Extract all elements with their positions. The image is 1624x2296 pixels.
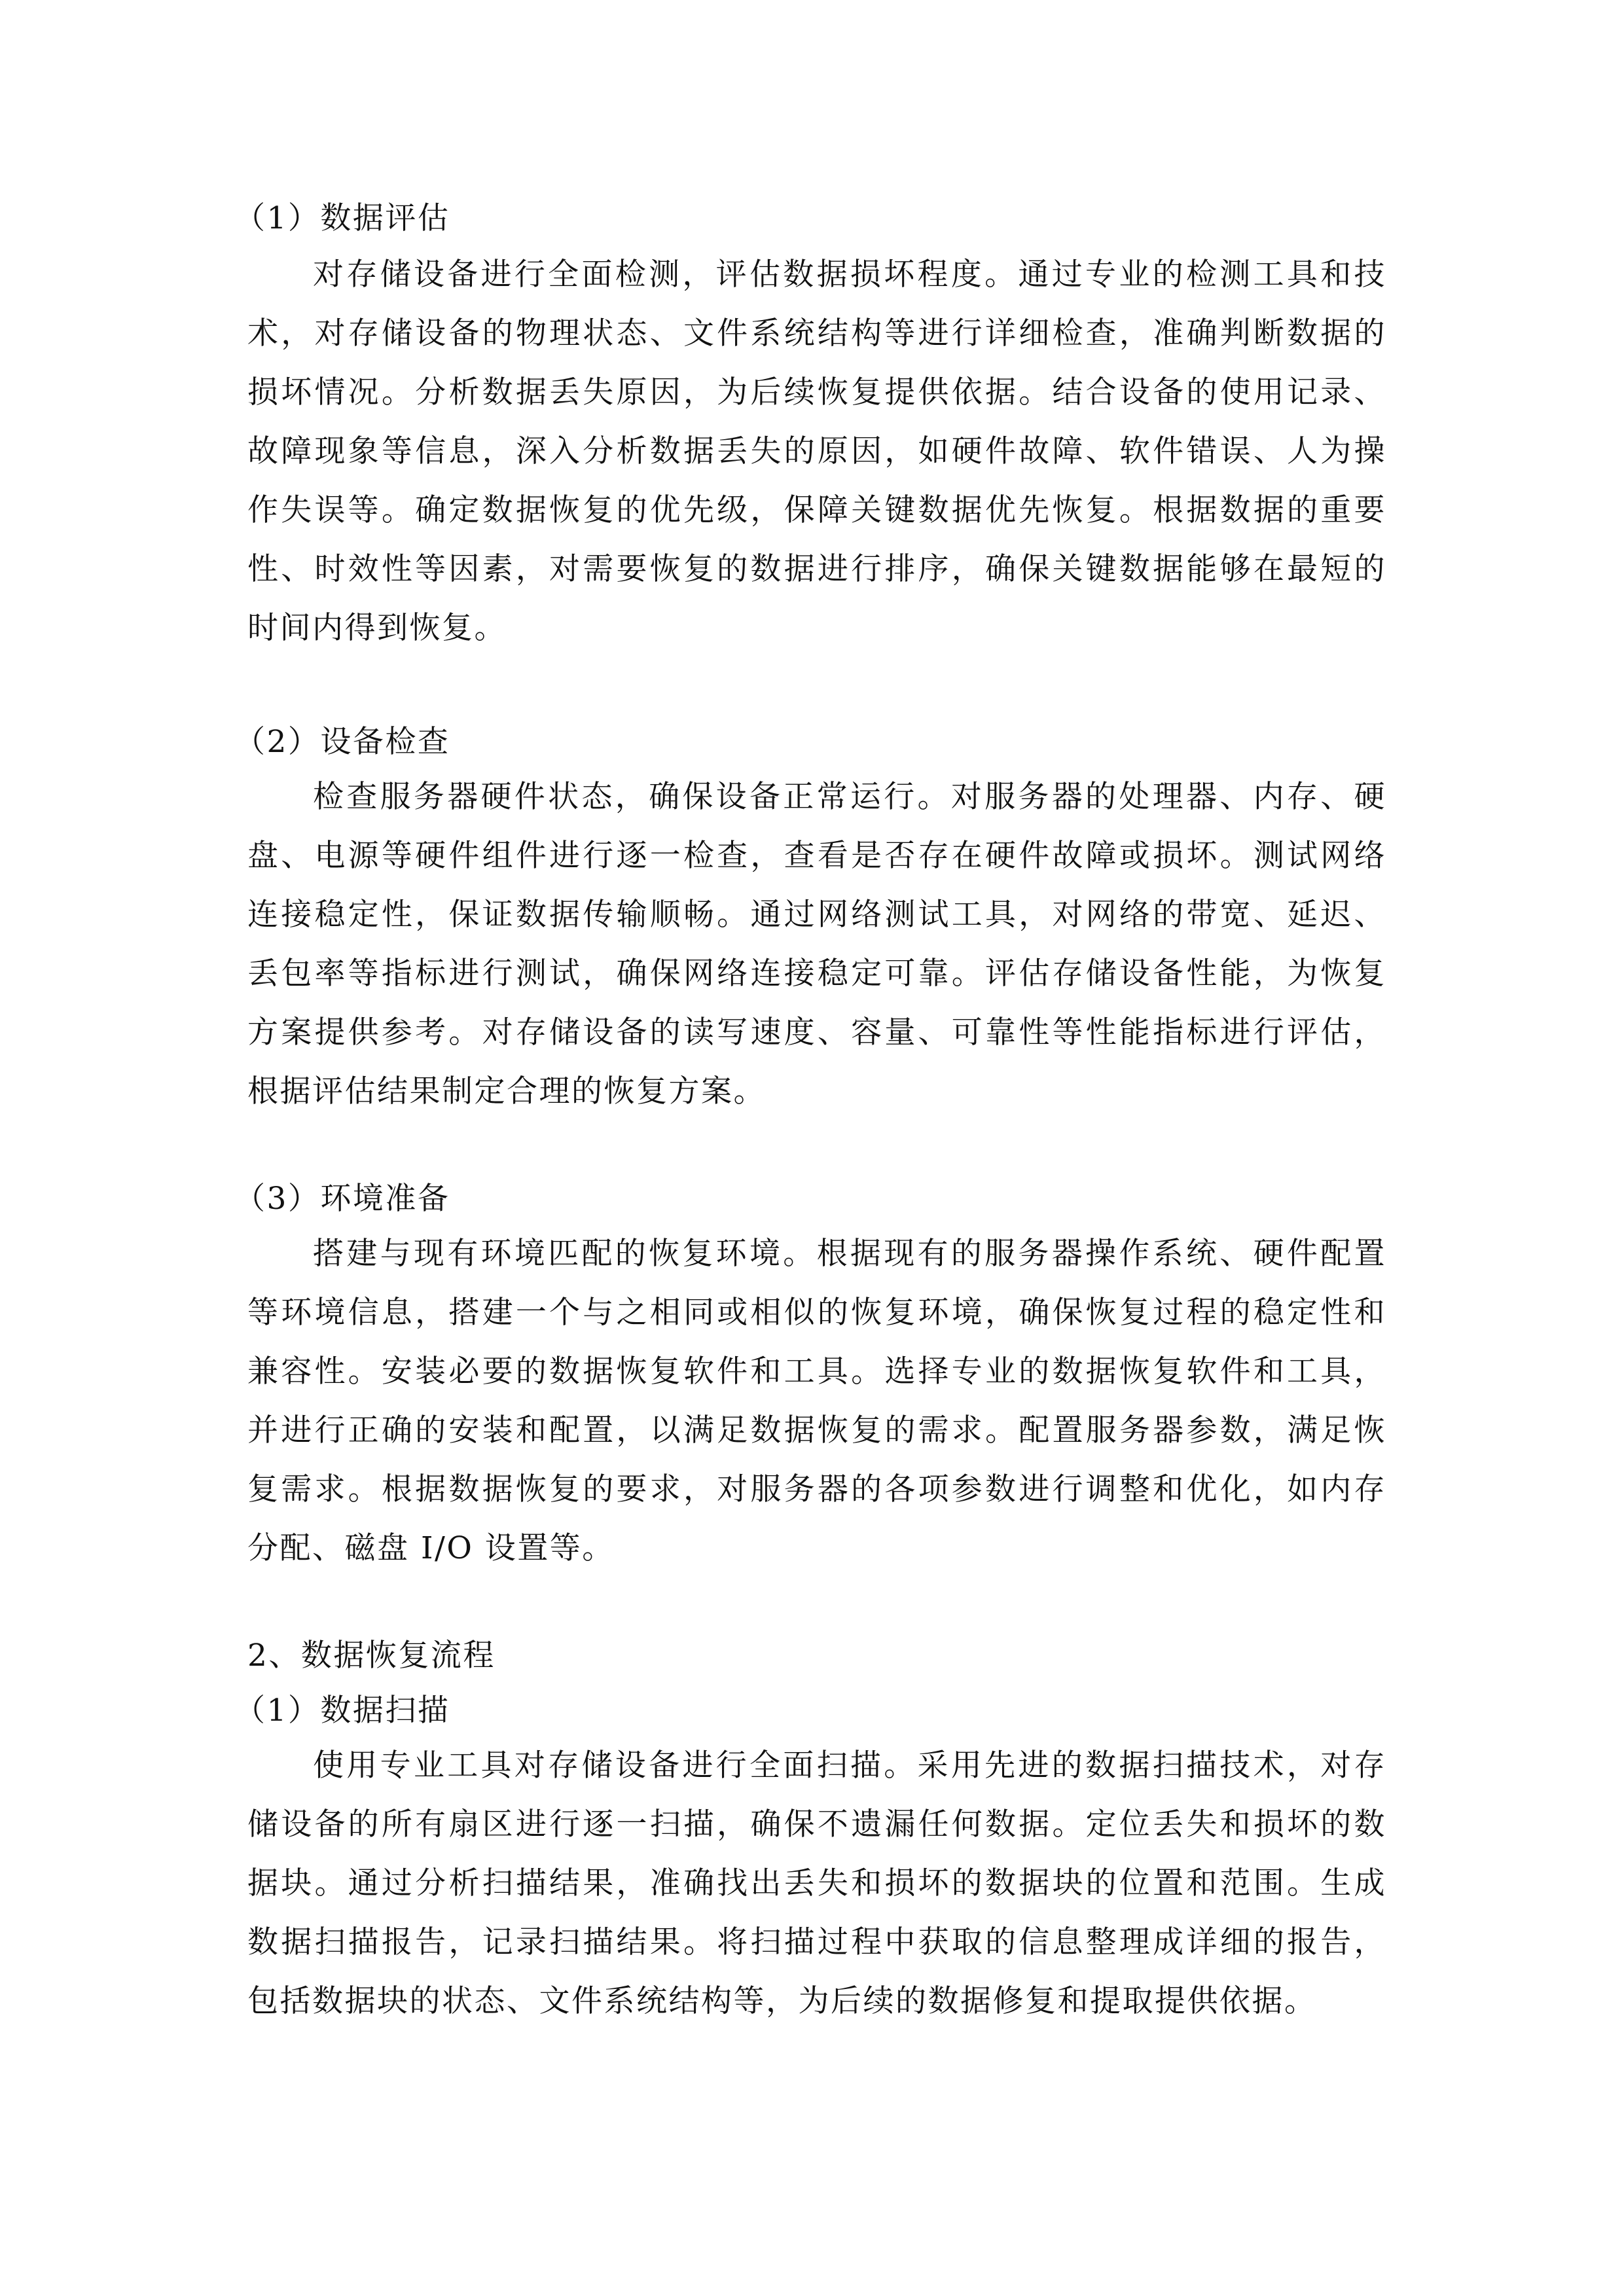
chapter-title: 2、数据恢复流程 <box>247 1638 496 1674</box>
paragraph-line: 术，对存储设备的物理状态、文件系统结构等进行详细检查，准确判断数据的 <box>247 315 1386 351</box>
paragraph-line: 连接稳定性，保证数据传输顺畅。通过网络测试工具，对网络的带宽、延迟、 <box>247 897 1386 933</box>
paragraph-line: 并进行正确的安装和配置，以满足数据恢复的需求。配置服务器参数，满足恢 <box>247 1412 1386 1448</box>
paragraph-line: 检查服务器硬件状态，确保设备正常运行。对服务器的处理器、内存、硬 <box>313 779 1386 815</box>
section-heading: （3）环境准备 <box>234 1181 450 1217</box>
section-heading: （1）数据扫描 <box>234 1693 450 1729</box>
paragraph-line: 作失误等。确定数据恢复的优先级，保障关键数据优先恢复。根据数据的重要 <box>247 492 1386 528</box>
paragraph-line: 兼容性。安装必要的数据恢复软件和工具。选择专业的数据恢复软件和工具， <box>247 1354 1386 1390</box>
paragraph-line: 损坏情况。分析数据丢失原因，为后续恢复提供依据。结合设备的使用记录、 <box>247 374 1386 410</box>
paragraph-line: 包括数据块的状态、文件系统结构等，为后续的数据修复和提取提供依据。 <box>247 1983 1317 2019</box>
paragraph-line: 储设备的所有扇区进行逐一扫描，确保不遗漏任何数据。定位丢失和损坏的数 <box>247 1806 1386 1842</box>
paragraph-line: 盘、电源等硬件组件进行逐一检查，查看是否存在硬件故障或损坏。测试网络 <box>247 838 1386 874</box>
paragraph-line: 方案提供参考。对存储设备的读写速度、容量、可靠性等性能指标进行评估， <box>247 1014 1386 1050</box>
paragraph-line: 数据扫描报告，记录扫描结果。将扫描过程中获取的信息整理成详细的报告， <box>247 1924 1386 1960</box>
paragraph-line: 据块。通过分析扫描结果，准确找出丢失和损坏的数据块的位置和范围。生成 <box>247 1865 1386 1901</box>
paragraph-line: 等环境信息，搭建一个与之相同或相似的恢复环境，确保恢复过程的稳定性和 <box>247 1295 1386 1331</box>
paragraph-line: 对存储设备进行全面检测，评估数据损坏程度。通过专业的检测工具和技 <box>313 257 1386 293</box>
paragraph-line: 丢包率等指标进行测试，确保网络连接稳定可靠。评估存储设备性能，为恢复 <box>247 956 1386 992</box>
paragraph-line: 性、时效性等因素，对需要恢复的数据进行排序，确保关键数据能够在最短的 <box>247 551 1386 587</box>
paragraph-line: 根据评估结果制定合理的恢复方案。 <box>247 1073 766 1109</box>
paragraph-line: 复需求。根据数据恢复的要求，对服务器的各项参数进行调整和优化，如内存 <box>247 1471 1386 1507</box>
paragraph-line: 故障现象等信息，深入分析数据丢失的原因，如硬件故障、软件错误、人为操 <box>247 433 1386 469</box>
paragraph-line: 时间内得到恢复。 <box>247 610 507 646</box>
paragraph-line: 使用专业工具对存储设备进行全面扫描。采用先进的数据扫描技术，对存 <box>313 1748 1386 1784</box>
section-heading: （1）数据评估 <box>234 200 450 236</box>
section-heading: （2）设备检查 <box>234 724 450 760</box>
paragraph-line: 分配、磁盘 I/O 设置等。 <box>247 1530 615 1566</box>
paragraph-line: 搭建与现有环境匹配的恢复环境。根据现有的服务器操作系统、硬件配置 <box>313 1236 1386 1272</box>
